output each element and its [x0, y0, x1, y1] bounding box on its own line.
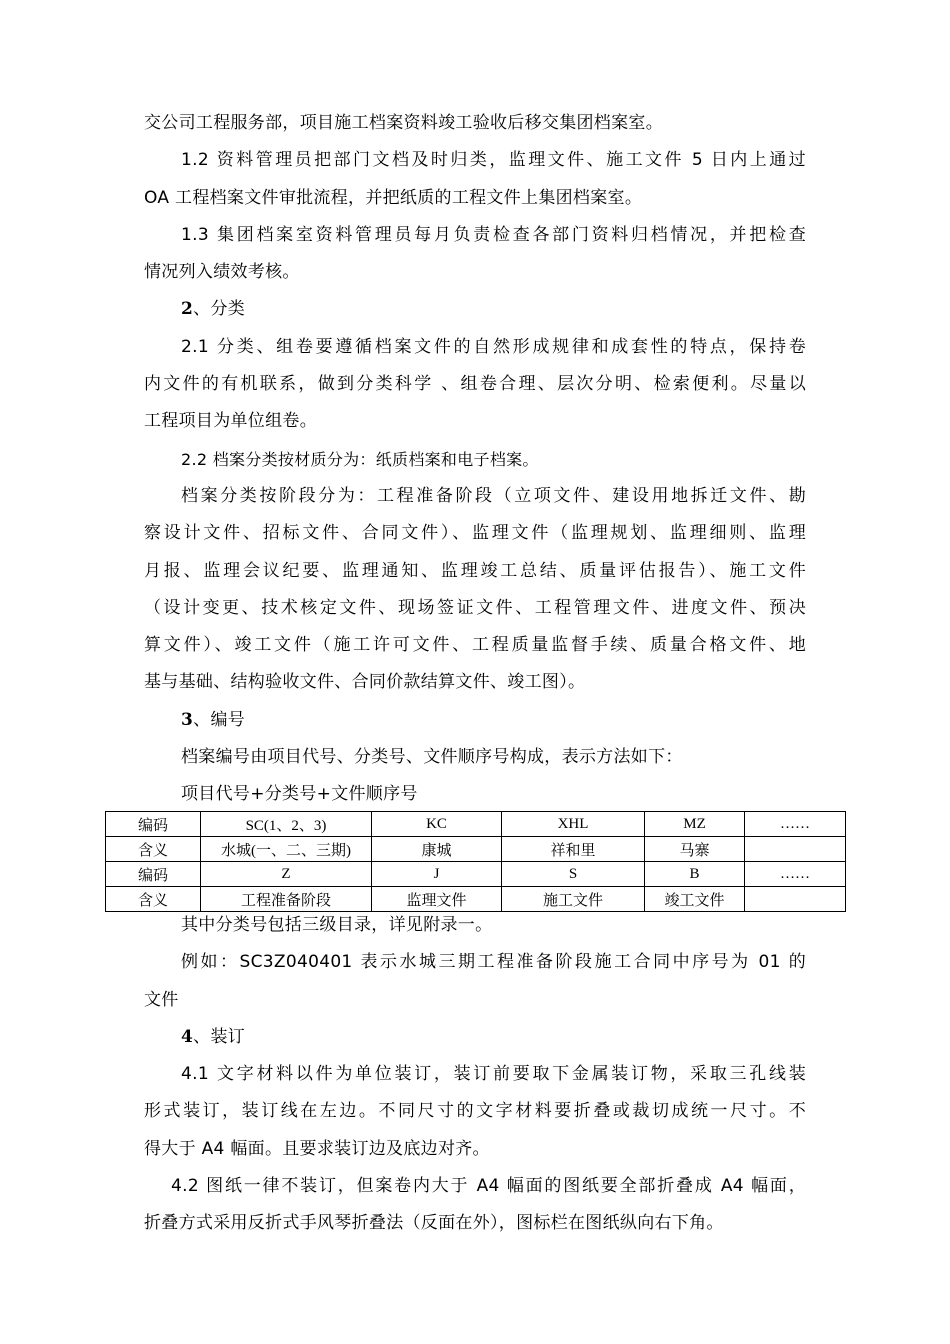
table-cell: 监理文件: [372, 887, 502, 912]
paragraph-line: 项目代号+分类号+文件顺序号: [181, 784, 418, 805]
paragraph-line: 例如：SC3Z040401 表示水城三期工程准备阶段施工合同中序号为 01 的: [181, 952, 806, 973]
table-cell: B: [645, 862, 745, 887]
paragraph-line: 档案编号由项目代号、分类号、文件顺序号构成，表示方法如下：: [181, 747, 683, 768]
table-cell: KC: [372, 812, 502, 837]
table-cell: 水城(一、二、三期): [201, 837, 372, 862]
paragraph-line: 档案分类按阶段分为：工程准备阶段（立项文件、建设用地拆迁文件、勘: [181, 485, 806, 506]
table-cell: Z: [201, 862, 372, 887]
table-row: [106, 862, 846, 887]
paragraph-line: 交公司工程服务部，项目施工档案资料竣工验收后移交集团档案室。: [144, 113, 663, 133]
section-number: 2: [181, 299, 194, 320]
paragraph-line: （设计变更、技术核定文件、现场签证文件、工程管理文件、进度文件、预决: [144, 597, 806, 618]
table-cell: S: [502, 862, 645, 887]
paragraph-line: 工程项目为单位组卷。: [144, 411, 317, 432]
section-heading-4: [144, 1019, 806, 1056]
table-cell: ……: [745, 812, 846, 837]
paragraph-line: 1.2 资料管理员把部门文档及时归类，监理文件、施工文件 5 日内上通过: [181, 150, 806, 171]
code-table: [105, 811, 846, 912]
table-cell: 祥和里: [502, 837, 645, 862]
table-cell: 康城: [372, 837, 502, 862]
table-cell: ……: [745, 862, 846, 887]
paragraph-line: 1.3 集团档案室资料管理员每月负责检查各部门资料归档情况，并把检查: [181, 224, 806, 245]
paragraph-line: 算文件）、竣工文件（施工许可文件、工程质量监督手续、质量合格文件、地: [144, 635, 806, 656]
table-cell: 含义: [106, 837, 201, 862]
paragraph-line: 2.1 分类、组卷要遵循档案文件的自然形成规律和成套性的特点，保持卷: [181, 336, 806, 357]
section-title: 、分类: [193, 299, 246, 320]
paragraph-line: 其中分类号包括三级目录，详见附录一。: [181, 915, 493, 935]
section-number: 4: [181, 1026, 194, 1047]
paragraph-line: 察设计文件、招标文件、合同文件）、监理文件（监理规划、监理细则、监理: [144, 523, 806, 544]
table-cell: 工程准备阶段: [201, 887, 372, 912]
table-cell: SC(1、2、3): [201, 812, 372, 837]
paragraph-line: 2.2 档案分类按材质分为：纸质档案和电子档案。: [181, 449, 539, 469]
paragraph-line: 情况列入绩效考核。: [144, 262, 300, 283]
section-number: 3: [181, 709, 194, 730]
section-title: 、装订: [193, 1026, 246, 1047]
table-cell: 竣工文件: [645, 887, 745, 912]
table-row: [106, 812, 846, 837]
paragraph-line: 4.2 图纸一律不装订，但案卷内大于 A4 幅面的图纸要全部折叠成 A4 幅面，: [171, 1176, 806, 1197]
table-cell: MZ: [645, 812, 745, 837]
paragraph-line: 折叠方式采用反折式手风琴折叠法（反面在外），图标栏在图纸纵向右下角。: [144, 1213, 724, 1234]
paragraph-line: 4.1 文字材料以件为单位装订，装订前要取下金属装订物，采取三孔线装: [181, 1064, 806, 1085]
table-cell: [745, 837, 846, 862]
paragraph-line: 文件: [144, 989, 179, 1010]
paragraph-line: 月报、监理会议纪要、监理通知、监理竣工总结、质量评估报告）、施工文件: [144, 560, 806, 581]
table-cell: J: [372, 862, 502, 887]
paragraph-line: 内文件的有机联系，做到分类科学 、组卷合理、层次分明、检索便利。尽量以: [144, 374, 806, 395]
paragraph-line: 形式装订，装订线在左边。不同尺寸的文字材料要折叠或裁切成统一尺寸。不: [144, 1101, 806, 1122]
section-heading-3: [144, 702, 806, 739]
paragraph-line: 基与基础、结构验收文件、合同价款结算文件、竣工图）。: [144, 672, 586, 693]
table-cell: XHL: [502, 812, 645, 837]
table-cell: 马寨: [645, 837, 745, 862]
paragraph-line: OA 工程档案文件审批流程，并把纸质的工程文件上集团档案室。: [144, 187, 643, 208]
section-title: 、编号: [193, 709, 246, 730]
section-heading-2: [144, 291, 806, 328]
table-cell: 编码: [106, 862, 201, 887]
table-cell: 编码: [106, 812, 201, 837]
table-cell: 施工文件: [502, 887, 645, 912]
document-page: [137, 105, 810, 1234]
post-table-content: [144, 907, 806, 1243]
table-row: [106, 837, 846, 862]
paragraph-line: 得大于 A4 幅面。且要求装订边及底边对齐。: [144, 1138, 490, 1159]
table-cell: 含义: [106, 887, 201, 912]
